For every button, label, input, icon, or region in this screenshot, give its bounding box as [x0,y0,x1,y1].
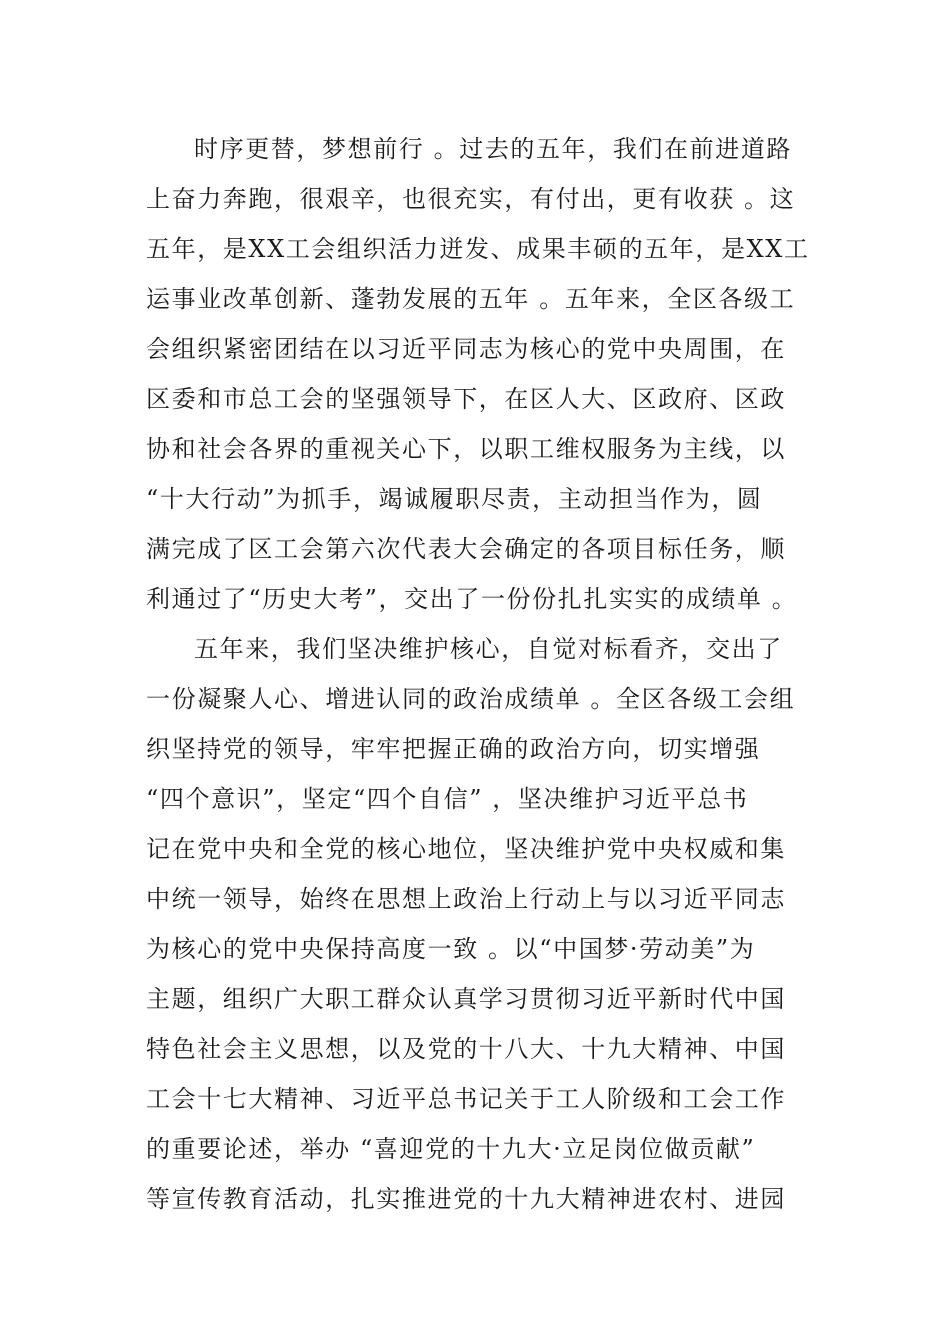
text-line: 主题，组织广大职工群众认真学习贯彻习近平新时代中国 [146,985,786,1013]
text-line: 特色社会主义思想，以及党的十八大、十九大精神、中国 [146,1035,786,1063]
text-line: 区委和市总工会的坚强领导下，在区人大、区政府、区政 [146,385,786,413]
text-line: 一份凝聚人心、增进认同的政治成绩单 。全区各级工会组 [146,685,796,713]
text-line: 会组织紧密团结在以习近平同志为核心的党中央周围，在 [146,335,786,363]
text-line: 运事业改革创新、蓬勃发展的五年 。五年来，全区各级工 [146,285,796,313]
text-line: 工会十七大精神、习近平总书记关于工人阶级和工会工作 [146,1085,786,1113]
text-line: 等宣传教育活动，扎实推进党的十九大精神进农村、进园 [146,1185,786,1213]
text-line: 满完成了区工会第六次代表大会确定的各项目标任务，顺 [146,535,786,563]
text-line: 五年来，我们坚决维护核心，自觉对标看齐，交出了 [194,635,783,663]
text-line: 为核心的党中央保持高度一致 。以“中国梦·劳动美”为 [146,935,756,963]
text-line: 中统一领导，始终在思想上政治上行动上与以习近平同志 [146,885,786,913]
document-body [146,124,836,1224]
text-line: “四个意识”，坚定“四个自信” ，坚决维护习近平总书 [146,785,749,813]
text-line: 五年，是XX工会组织活力迸发、成果丰硕的五年，是XX工 [146,235,810,263]
text-line: 记在党中央和全党的核心地位，坚决维护党中央权威和集 [146,835,786,863]
paragraph-2 [146,624,836,1224]
text-line: 利通过了“历史大考”，交出了一份份扎扎实实的成绩单 。 [146,585,798,613]
text-line: “十大行动”为抓手，竭诚履职尽责，主动担当作为，圆 [146,485,763,513]
text-line: 协和社会各界的重视关心下，以职工维权服务为主线，以 [146,435,786,463]
text-line: 时序更替，梦想前行 。过去的五年，我们在前进道路 [194,135,793,163]
text-line: 的重要论述，举办 “喜迎党的十九大·立足岗位做贡献” [146,1135,756,1163]
text-line: 织坚持党的领导，牢牢把握正确的政治方向，切实增强 [146,735,761,763]
text-line: 上奋力奔跑，很艰辛，也很充实，有付出，更有收获 。这 [146,185,796,213]
paragraph-1 [146,124,836,624]
